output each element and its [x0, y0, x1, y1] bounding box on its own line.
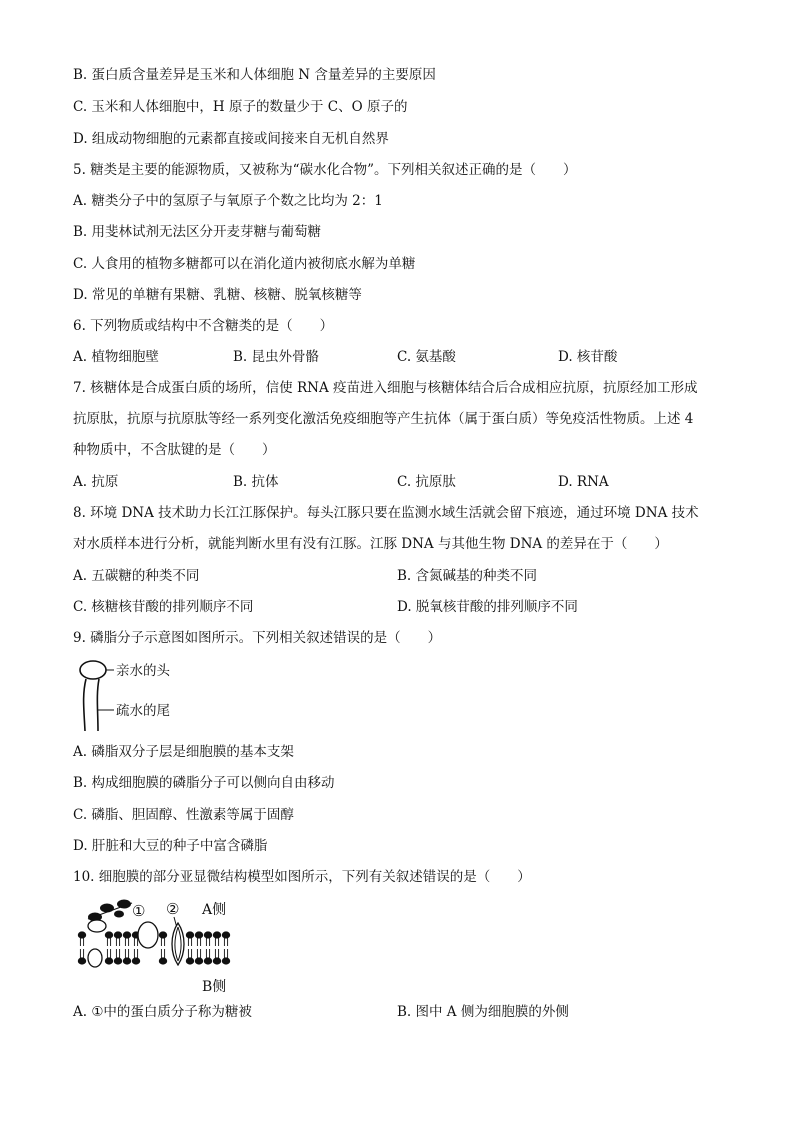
- option-5c: C. 人食用的植物多糖都可以在消化道内被彻底水解为单糖: [73, 256, 416, 272]
- glycocalyx-sugar-4: [114, 911, 124, 918]
- option-6b: B. 昆虫外骨骼: [233, 349, 320, 365]
- embedded-protein-bottom: [88, 949, 102, 967]
- lower-head-15: [213, 957, 221, 964]
- option-6d: D. 核苷酸: [558, 349, 618, 365]
- lower-head-3: [105, 957, 113, 964]
- lower-head-6: [132, 957, 140, 964]
- lower-head-9: [159, 957, 167, 964]
- option-4d: D. 组成动物细胞的元素都直接或间接来自无机自然界: [73, 131, 389, 147]
- option-4c: C. 玉米和人体细胞中，H 原子的数量少于 C、O 原子的: [73, 99, 408, 115]
- question-7-line1: 7. 核糖体是合成蛋白质的场所，信使 RNA 疫苗进入细胞与核糖体结合后合成相应抗原，抗原经加工形成: [73, 380, 698, 396]
- option-7d: D. RNA: [558, 474, 609, 490]
- upper-head-16: [222, 931, 230, 938]
- option-7b: B. 抗体: [233, 474, 279, 490]
- question-8-line2: 对水质样本进行分析，就能判断水里有没有江豚。江豚 DNA 与其他生物 DNA 的差异在于（ ）: [73, 536, 668, 552]
- cell-membrane-diagram: [74, 895, 254, 997]
- question-6: 6. 下列物质或结构中不含糖类的是（ ）: [73, 318, 334, 334]
- glycocalyx-sugar-2: [100, 904, 114, 913]
- lower-head-14: [204, 957, 212, 964]
- option-4b: B. 蛋白质含量差异是玉米和人体细胞 N 含量差异的主要原因: [73, 67, 436, 83]
- option-9b: B. 构成细胞膜的磷脂分子可以侧向自由移动: [73, 775, 335, 791]
- peripheral-protein: [88, 920, 106, 932]
- upper-head-3: [105, 931, 113, 938]
- question-9: 9. 磷脂分子示意图如图所示。下列相关叙述错误的是（ ）: [73, 630, 442, 646]
- upper-head-5: [123, 931, 131, 938]
- tail-label: 疏水的尾: [116, 703, 170, 719]
- question-7-line2: 抗原肽，抗原与抗原肽等经一系列变化激活免疫细胞等产生抗体（属于蛋白质）等免疫活性物质。上述 4: [73, 411, 694, 427]
- transmembrane-protein: [172, 923, 184, 965]
- question-10: 10. 细胞膜的部分亚显微结构模型如图所示，下列有关叙述错误的是（ ）: [73, 869, 531, 885]
- integral-protein-left: [138, 922, 158, 948]
- question-8-line1: 8. 环境 DNA 技术助力长江江豚保护。每头江豚只要在监测水域生活就会留下痕迹，通过环境 DNA 技术: [73, 505, 699, 521]
- option-9d: D. 肝脏和大豆的种子中富含磷脂: [73, 838, 268, 854]
- option-5d: D. 常见的单糖有果糖、乳糖、核糖、脱氧核糖等: [73, 287, 362, 303]
- option-6c: C. 氨基酸: [397, 349, 456, 365]
- hydrophobic-tail-right: [97, 679, 99, 731]
- option-6a: A. 植物细胞壁: [73, 349, 159, 365]
- option-8a: A. 五碳糖的种类不同: [73, 568, 200, 584]
- lower-head-5: [123, 957, 131, 964]
- option-5a: A. 糖类分子中的氢原子与氧原子个数之比均为 2：1: [73, 193, 383, 209]
- upper-head-12: [186, 931, 194, 938]
- option-10b: B. 图中 A 侧为细胞膜的外侧: [397, 1004, 569, 1020]
- hydrophilic-head: [80, 661, 106, 679]
- option-8b: B. 含氮碱基的种类不同: [397, 568, 538, 584]
- option-9a: A. 磷脂双分子层是细胞膜的基本支架: [73, 744, 294, 760]
- question-7-line3: 种物质中，不含肽键的是（ ）: [73, 442, 276, 458]
- option-8c: C. 核糖核苷酸的排列顺序不同: [73, 599, 254, 615]
- upper-head-14: [204, 931, 212, 938]
- upper-head-15: [213, 931, 221, 938]
- hydrophobic-tail-left: [84, 679, 86, 731]
- option-9c: C. 磷脂、胆固醇、性激素等属于固醇: [73, 807, 294, 823]
- upper-head-9: [159, 931, 167, 938]
- lower-head-16: [222, 957, 230, 964]
- upper-head-4: [114, 931, 122, 938]
- lower-head-12: [186, 957, 194, 964]
- upper-head-0: [78, 931, 86, 938]
- head-label: 亲水的头: [116, 663, 170, 679]
- upper-head-13: [195, 931, 203, 938]
- lower-head-4: [114, 957, 122, 964]
- label-2: ②: [166, 900, 180, 918]
- lower-head-13: [195, 957, 203, 964]
- option-10a: A. ①中的蛋白质分子称为糖被: [73, 1004, 252, 1020]
- option-8d: D. 脱氧核苷酸的排列顺序不同: [397, 599, 578, 615]
- option-5b: B. 用斐林试剂无法区分开麦芽糖与葡萄糖: [73, 224, 322, 240]
- side-b-label: B侧: [202, 979, 227, 995]
- option-7c: C. 抗原肽: [397, 474, 456, 490]
- question-5: 5. 糖类是主要的能源物质，又被称为“碳水化合物”。下列相关叙述正确的是（ ）: [73, 162, 577, 178]
- option-7a: A. 抗原: [73, 474, 119, 490]
- phospholipid-diagram: [76, 655, 226, 735]
- lower-head-0: [78, 957, 86, 964]
- side-a-label: A侧: [202, 902, 227, 918]
- label-1: ①: [132, 902, 146, 920]
